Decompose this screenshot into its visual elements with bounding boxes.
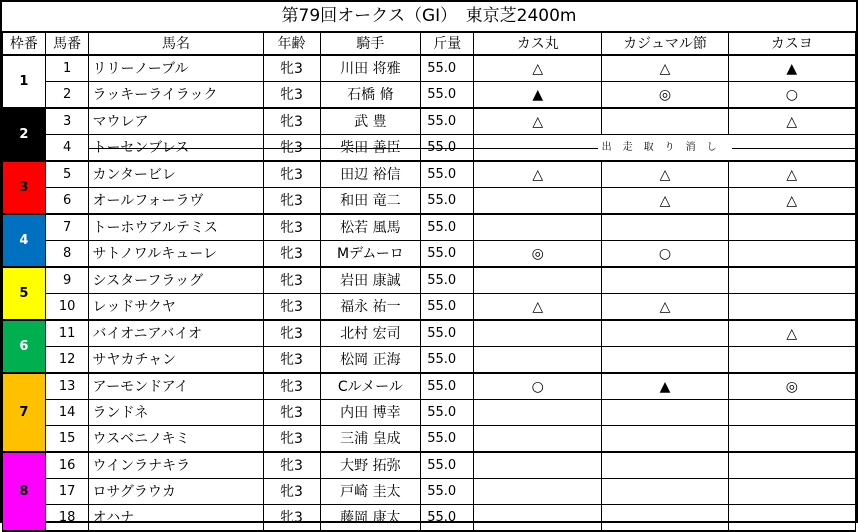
horse-age: 牝3 [263, 452, 320, 479]
prediction-mark-1 [474, 505, 602, 532]
jockey-name: Mデムーロ [320, 241, 421, 268]
jockey-name: 大野 拓弥 [320, 452, 421, 479]
carried-weight: 55.0 [421, 188, 474, 215]
horse-name: マウレア [89, 108, 263, 135]
horse-number: 10 [45, 294, 89, 321]
table-row [3, 400, 856, 426]
horse-number: 5 [45, 161, 89, 188]
prediction-mark-2 [602, 108, 728, 135]
horse-age: 牝3 [263, 82, 320, 109]
horse-number: 18 [45, 505, 89, 532]
prediction-mark-1 [474, 479, 602, 505]
carried-weight: 55.0 [421, 241, 474, 268]
prediction-mark-1: △ [474, 108, 602, 135]
horse-name: サトノワルキューレ [89, 241, 263, 268]
horse-name: ラッキーライラック [89, 82, 263, 109]
prediction-mark-2: ▲ [602, 373, 728, 400]
table-row [3, 161, 856, 188]
prediction-mark-3: △ [728, 188, 855, 215]
table-row [3, 82, 856, 109]
horse-number: 12 [45, 347, 89, 374]
jockey-name: 福永 祐一 [320, 294, 421, 321]
horse-name: シスターフラッグ [89, 267, 263, 294]
horse-number: 6 [45, 188, 89, 215]
header-jockey: 騎手 [320, 32, 421, 55]
horse-number: 9 [45, 267, 89, 294]
horse-age: 牝3 [263, 347, 320, 374]
scratch-label: 出走取り消し [598, 142, 732, 153]
table-row [3, 479, 856, 505]
carried-weight: 55.0 [421, 267, 474, 294]
horse-age: 牝3 [263, 320, 320, 347]
prediction-mark-1: △ [474, 55, 602, 82]
horse-age: 牝3 [263, 161, 320, 188]
prediction-mark-3: ▲ [728, 55, 855, 82]
prediction-mark-2 [602, 347, 728, 374]
jockey-name: 和田 竜二 [320, 188, 421, 215]
table-row [3, 267, 856, 294]
horse-number: 15 [45, 426, 89, 453]
table-row [3, 241, 856, 268]
prediction-mark-1 [474, 452, 602, 479]
jockey-name: 田辺 裕信 [320, 161, 421, 188]
prediction-mark-3 [728, 347, 855, 374]
horse-age: 牝3 [263, 479, 320, 505]
horse-number: 4 [45, 135, 89, 162]
horse-age: 牝3 [263, 188, 320, 215]
horse-age: 牝3 [263, 294, 320, 321]
carried-weight: 55.0 [421, 347, 474, 374]
table-row [3, 347, 856, 374]
table-row [3, 214, 856, 241]
horse-name: トーセンブレス [89, 135, 263, 162]
jockey-name: 松若 風馬 [320, 214, 421, 241]
horse-number: 13 [45, 373, 89, 400]
horse-name: カンタービレ [89, 161, 263, 188]
prediction-mark-3: △ [728, 161, 855, 188]
jockey-name: 藤岡 康太 [320, 505, 421, 532]
prediction-mark-2 [602, 214, 728, 241]
prediction-mark-3 [728, 426, 855, 453]
carried-weight: 55.0 [421, 505, 474, 532]
prediction-mark-2: △ [602, 294, 728, 321]
waku-cell: 5 [3, 267, 46, 320]
horse-age: 牝3 [263, 267, 320, 294]
horse-number: 17 [45, 479, 89, 505]
prediction-mark-1 [474, 347, 602, 374]
header-age: 年齢 [263, 32, 320, 55]
horse-name: レッドサクヤ [89, 294, 263, 321]
horse-rows [3, 55, 856, 531]
prediction-mark-3 [728, 267, 855, 294]
jockey-name: 北村 宏司 [320, 320, 421, 347]
table-row [3, 505, 856, 532]
horse-age: 牝3 [263, 505, 320, 532]
jockey-name: 川田 将雅 [320, 55, 421, 82]
header-waku: 枠番 [3, 32, 46, 55]
horse-name: トーホウアルテミス [89, 214, 263, 241]
prediction-mark-3 [728, 452, 855, 479]
carried-weight: 55.0 [421, 479, 474, 505]
prediction-mark-1: ▲ [474, 82, 602, 109]
horse-name: リリーノーブル [89, 55, 263, 82]
header-predictor-1: カス丸 [474, 32, 602, 55]
carried-weight: 55.0 [421, 400, 474, 426]
prediction-mark-3 [728, 479, 855, 505]
prediction-mark-3: △ [728, 320, 855, 347]
carried-weight: 55.0 [421, 161, 474, 188]
horse-age: 牝3 [263, 55, 320, 82]
jockey-name: Cルメール [320, 373, 421, 400]
waku-cell: 3 [3, 161, 46, 214]
prediction-mark-1 [474, 214, 602, 241]
jockey-name: 戸崎 圭太 [320, 479, 421, 505]
horse-name: オハナ [89, 505, 263, 532]
horse-number: 14 [45, 400, 89, 426]
prediction-mark-1: △ [474, 294, 602, 321]
horse-age: 牝3 [263, 426, 320, 453]
prediction-mark-1 [474, 320, 602, 347]
carried-weight: 55.0 [421, 294, 474, 321]
horse-age: 牝3 [263, 108, 320, 135]
prediction-mark-2: ◎ [602, 82, 728, 109]
horse-number: 11 [45, 320, 89, 347]
table-row [3, 294, 856, 321]
carried-weight: 55.0 [421, 452, 474, 479]
prediction-mark-3: ○ [728, 82, 855, 109]
prediction-mark-2: △ [602, 55, 728, 82]
jockey-name: 三浦 皇成 [320, 426, 421, 453]
prediction-mark-3: ◎ [728, 373, 855, 400]
scratch-notice [474, 135, 856, 162]
header-horse-name: 馬名 [89, 32, 263, 55]
prediction-mark-3: △ [728, 108, 855, 135]
waku-cell: 7 [3, 373, 46, 452]
carried-weight: 55.0 [421, 373, 474, 400]
jockey-name: 柴田 善臣 [320, 135, 421, 162]
table-row [3, 426, 856, 453]
prediction-mark-2 [602, 400, 728, 426]
table-row [3, 373, 856, 400]
jockey-name: 内田 博幸 [320, 400, 421, 426]
carried-weight: 55.0 [421, 320, 474, 347]
prediction-mark-1: ○ [474, 373, 602, 400]
prediction-mark-3 [728, 400, 855, 426]
table-row [3, 135, 856, 162]
jockey-name: 武 豊 [320, 108, 421, 135]
horse-name: アーモンドアイ [89, 373, 263, 400]
table-row [3, 452, 856, 479]
prediction-mark-1: ◎ [474, 241, 602, 268]
prediction-mark-2 [602, 320, 728, 347]
carried-weight: 55.0 [421, 55, 474, 82]
header-predictor-2: カジュマル節 [602, 32, 728, 55]
table-row [3, 320, 856, 347]
table-row [3, 55, 856, 82]
horse-name: バイオニアバイオ [89, 320, 263, 347]
table-row [3, 108, 856, 135]
header-umaban: 馬番 [45, 32, 89, 55]
horse-name: サヤカチャン [89, 347, 263, 374]
carried-weight: 55.0 [421, 426, 474, 453]
horse-name: ランドネ [89, 400, 263, 426]
horse-age: 牝3 [263, 135, 320, 162]
table-row [3, 188, 856, 215]
horse-name: ロサグラウカ [89, 479, 263, 505]
header-predictor-3: カスヨ [728, 32, 855, 55]
race-card-table [2, 2, 856, 532]
horse-name: ウスベニノキミ [89, 426, 263, 453]
horse-name: ウインラナキラ [89, 452, 263, 479]
carried-weight: 55.0 [421, 82, 474, 109]
waku-cell: 6 [3, 320, 46, 373]
waku-cell: 1 [3, 55, 46, 108]
horse-age: 牝3 [263, 241, 320, 268]
horse-number: 2 [45, 82, 89, 109]
prediction-mark-2 [602, 426, 728, 453]
prediction-mark-1: △ [474, 161, 602, 188]
horse-age: 牝3 [263, 214, 320, 241]
carried-weight: 55.0 [421, 135, 474, 162]
prediction-mark-2: ○ [602, 241, 728, 268]
prediction-mark-2: △ [602, 188, 728, 215]
prediction-mark-1 [474, 188, 602, 215]
jockey-name: 松岡 正海 [320, 347, 421, 374]
horse-number: 8 [45, 241, 89, 268]
prediction-mark-3 [728, 214, 855, 241]
waku-cell: 8 [3, 452, 46, 531]
header-weight: 斤量 [421, 32, 474, 55]
waku-cell: 4 [3, 214, 46, 267]
horse-number: 16 [45, 452, 89, 479]
carried-weight: 55.0 [421, 214, 474, 241]
carried-weight: 55.0 [421, 108, 474, 135]
prediction-mark-3 [728, 505, 855, 532]
horse-number: 1 [45, 55, 89, 82]
horse-number: 3 [45, 108, 89, 135]
prediction-mark-1 [474, 426, 602, 453]
jockey-name: 岩田 康誠 [320, 267, 421, 294]
horse-age: 牝3 [263, 400, 320, 426]
race-title: 第79回オークス（GⅠ） 東京芝2400m [3, 2, 856, 32]
prediction-mark-2: △ [602, 161, 728, 188]
jockey-name: 石橋 脩 [320, 82, 421, 109]
prediction-mark-2 [602, 479, 728, 505]
horse-name: オールフォーラヴ [89, 188, 263, 215]
horse-number: 7 [45, 214, 89, 241]
horse-age: 牝3 [263, 373, 320, 400]
prediction-mark-1 [474, 267, 602, 294]
prediction-mark-1 [474, 400, 602, 426]
prediction-mark-3 [728, 294, 855, 321]
prediction-mark-2 [602, 505, 728, 532]
prediction-mark-2 [602, 267, 728, 294]
prediction-mark-3 [728, 241, 855, 268]
waku-cell: 2 [3, 108, 46, 161]
prediction-mark-2 [602, 452, 728, 479]
